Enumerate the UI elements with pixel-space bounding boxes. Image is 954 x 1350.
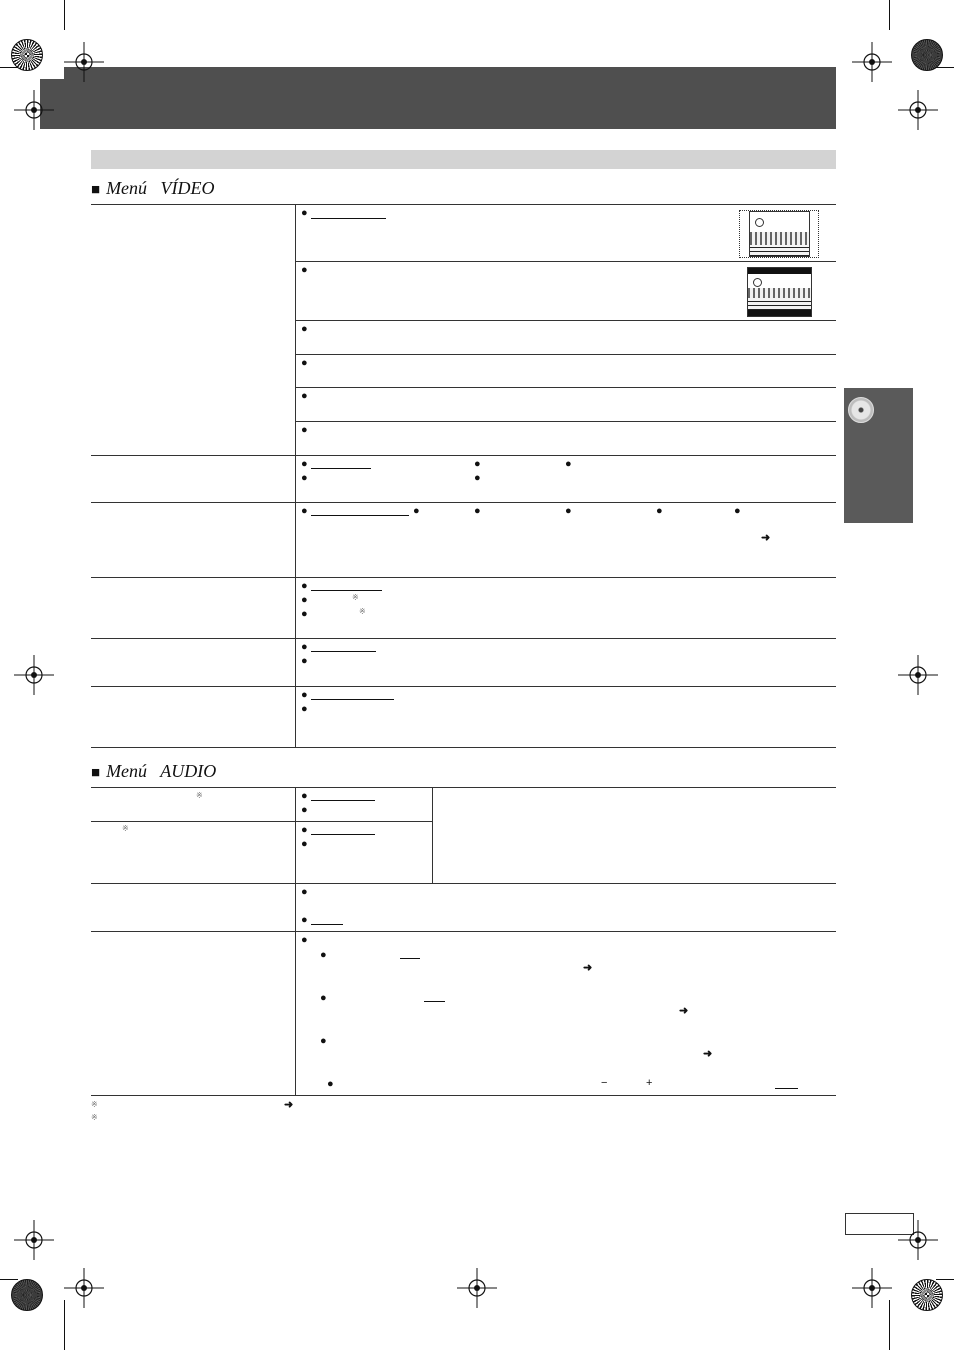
table-column-divider	[295, 204, 296, 747]
table-rule	[91, 931, 836, 932]
table-rule	[295, 320, 836, 321]
banner-notch	[40, 67, 64, 79]
bullet-icon: ●	[301, 207, 308, 219]
bullet-icon: ●	[565, 505, 572, 517]
default-option-underline	[311, 515, 409, 516]
crop-mark	[0, 67, 18, 68]
aspect-pan-scan-image	[749, 211, 810, 257]
bullet-icon: ●	[301, 790, 308, 802]
bullet-icon: ●	[301, 689, 308, 701]
default-option-underline	[311, 468, 371, 469]
arrow-right-icon: ➜	[761, 532, 771, 544]
bullet-icon: ●	[301, 357, 308, 369]
footnote-mark: ※	[91, 1100, 98, 1109]
bullet-icon: ●	[301, 580, 308, 592]
default-option-underline	[775, 1088, 798, 1089]
audio-menu-title: Menú AUDIO	[106, 761, 217, 781]
bullet-icon: ●	[301, 934, 308, 946]
bullet-icon: ●	[301, 505, 308, 517]
crosshair-target-icon	[852, 42, 892, 82]
table-rule	[91, 1095, 836, 1096]
table-rule	[91, 204, 836, 205]
bullet-icon: ●	[320, 992, 327, 1004]
bullet-icon: ●	[320, 1035, 327, 1047]
table-rule	[91, 883, 836, 884]
arrow-right-icon: ➜	[284, 1099, 294, 1111]
sunburst-icon	[911, 1279, 943, 1311]
footnote-mark: ※	[352, 593, 359, 602]
bullet-icon: ●	[301, 703, 308, 715]
table-rule	[91, 577, 836, 578]
bullet-icon: ●	[301, 804, 308, 816]
default-option-underline	[311, 834, 375, 835]
default-option-underline	[311, 800, 375, 801]
bullet-icon: ●	[301, 655, 308, 667]
crop-mark	[936, 1279, 954, 1280]
bullet-icon: ●	[474, 458, 481, 470]
crosshair-target-icon	[898, 655, 938, 695]
table-rule	[91, 747, 836, 748]
bullet-icon: ●	[301, 472, 308, 484]
disc-icon	[848, 397, 874, 423]
footnote-mark: ※	[359, 607, 366, 616]
audio-menu-heading	[91, 761, 216, 782]
bullet-icon: ●	[301, 608, 308, 620]
sunburst-icon	[11, 1279, 43, 1311]
bullet-icon: ●	[301, 824, 308, 836]
bullet-icon: ●	[301, 323, 308, 335]
default-option-underline	[424, 1001, 445, 1002]
crosshair-target-icon	[457, 1268, 497, 1308]
footnote-mark: ※	[196, 791, 203, 800]
bullet-icon: ●	[301, 914, 308, 926]
arrow-right-icon: ➜	[583, 962, 593, 974]
table-rule	[295, 387, 836, 388]
table-rule	[91, 502, 836, 503]
default-option-underline	[311, 924, 343, 925]
section-subheader-bar	[91, 150, 836, 169]
table-rule	[91, 455, 836, 456]
footnote-mark: ※	[91, 1113, 98, 1122]
crosshair-target-icon	[852, 1268, 892, 1308]
table-rule	[91, 638, 836, 639]
arrow-right-icon: ➜	[703, 1048, 713, 1060]
video-menu-heading	[91, 178, 215, 199]
bullet-icon: ●	[474, 472, 481, 484]
bullet-icon: ●	[301, 424, 308, 436]
default-option-underline	[311, 218, 386, 219]
crop-mark	[64, 0, 65, 30]
bullet-icon: ●	[301, 641, 308, 653]
bullet-icon: ●	[734, 505, 741, 517]
bullet-icon: ●	[565, 458, 572, 470]
bullet-icon: ●	[301, 390, 308, 402]
video-menu-title: Menú VÍDEO	[106, 178, 215, 198]
table-rule	[295, 261, 836, 262]
heading-square-icon: ■	[91, 765, 101, 781]
bullet-icon: ●	[474, 505, 481, 517]
bullet-icon: ●	[301, 264, 308, 276]
crosshair-target-icon	[898, 1220, 938, 1260]
bullet-icon: ●	[301, 886, 308, 898]
bullet-icon: ●	[301, 838, 308, 850]
aspect-letterbox-image	[747, 267, 812, 317]
bullet-icon: ●	[413, 505, 420, 517]
default-option-underline	[311, 590, 382, 591]
default-option-underline	[400, 958, 420, 959]
table-rule	[91, 787, 836, 788]
table-column-divider	[295, 787, 296, 1095]
footnote-mark: ※	[122, 824, 129, 833]
table-rule	[91, 686, 836, 687]
crosshair-target-icon	[64, 1268, 104, 1308]
bullet-icon: ●	[301, 594, 308, 606]
crosshair-target-icon	[64, 42, 104, 82]
table-rule	[295, 421, 836, 422]
default-option-underline	[311, 699, 394, 700]
page-header-banner	[40, 67, 836, 129]
crosshair-target-icon	[14, 1220, 54, 1260]
table-rule	[91, 821, 432, 822]
bullet-icon: ●	[656, 505, 663, 517]
crosshair-target-icon	[14, 90, 54, 130]
crosshair-target-icon	[14, 655, 54, 695]
crop-mark	[936, 67, 954, 68]
table-rule	[295, 354, 836, 355]
crop-mark	[0, 1279, 18, 1280]
bullet-icon: ●	[301, 458, 308, 470]
bullet-icon: ●	[327, 1078, 334, 1090]
heading-square-icon: ■	[91, 182, 101, 198]
bullet-icon: ●	[320, 949, 327, 961]
default-option-underline	[311, 651, 376, 652]
crop-mark	[889, 0, 890, 30]
table-column-divider	[432, 787, 433, 883]
minus-sign: −	[601, 1077, 608, 1089]
arrow-right-icon: ➜	[679, 1005, 689, 1017]
crosshair-target-icon	[898, 90, 938, 130]
plus-sign: +	[646, 1077, 653, 1089]
